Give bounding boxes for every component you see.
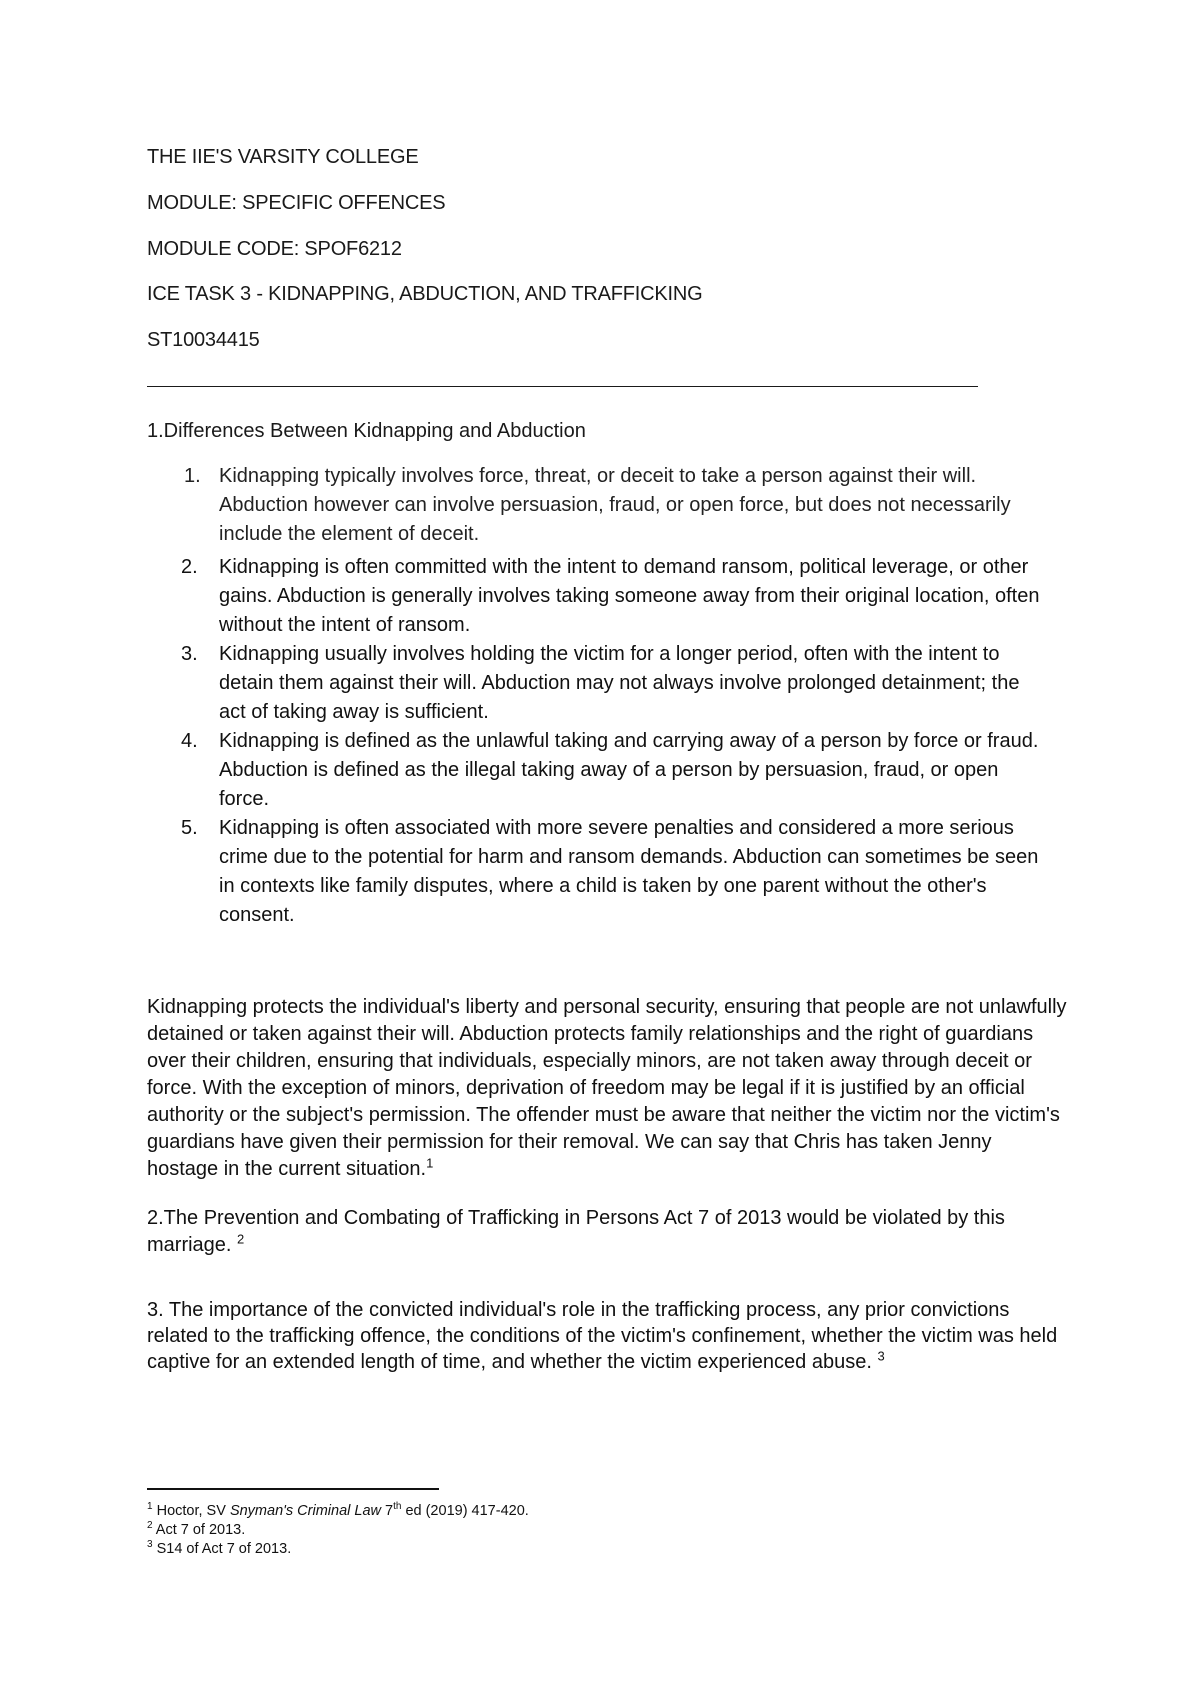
student-number: ST10034415 bbox=[147, 329, 260, 351]
section3-paragraph: 3. The importance of the convicted individual's role in the trafficking process, any prior convictions related to the trafficking offence, the conditions of the victim's confinement, whether the victim was held captive for an extended length of time, and whether the victim experienced abuse. $^3$ bbox=[147, 1299, 1058, 1373]
institution-line: THE IIE'S VARSITY COLLEGE bbox=[147, 146, 419, 168]
list-item: 1. Kidnapping typically involves force, threat, or deceit to take a person against their will. Abduction however can involve persuasion, fraud, or open force, but does not necessarily include the element of deceit. bbox=[184, 465, 1011, 545]
list-item: 2. Kidnapping is often committed with the intent to demand ransom, political leverage, or other gains. Abduction is generally involves taking someone away from their original location, often without the intent of ransom. bbox=[181, 556, 1040, 636]
header-divider bbox=[147, 386, 978, 387]
footnote-1: $^1$ Hoctor, SV Snyman's Criminal Law 7th ed (2019) 417-420. bbox=[147, 1501, 529, 1519]
section2-paragraph: 2.The Prevention and Combating of Trafficking in Persons Act 7 of 2013 would be violated by this marriage. $^2$ bbox=[147, 1207, 1005, 1256]
module-line: MODULE: SPECIFIC OFFENCES bbox=[147, 192, 446, 214]
footnote-2: $^2$ Act 7 of 2013. bbox=[147, 1520, 246, 1538]
footnote-3: $^3$ S14 of Act 7 of 2013. bbox=[147, 1539, 292, 1557]
list-item: 3. Kidnapping usually involves holding the victim for a longer period, often with the intent to detain them against their will. Abduction may not always involve prolonged detainment; the act of taking away is sufficient. bbox=[181, 643, 1020, 723]
module-code-line: MODULE CODE: SPOF6212 bbox=[147, 238, 402, 260]
section1-paragraph: Kidnapping protects the individual's liberty and personal security, ensuring that people are not unlawfully detained or taken against their will. Abduction protects family relationships and the right of guardians over their children, ensuring that individuals, especially minors, are not taken away through deceit or force. With the exception of minors, deprivation of freedom may be legal if it is justified by an official authority or the subject's permission. The offender must be aware that neither the victim nor the victim's guardians have given their permission for their removal. We can say that Chris has taken Jenny hostage in the current situation.$^1$ bbox=[147, 996, 1067, 1180]
list-item: 5. Kidnapping is often associated with more severe penalties and considered a more serious crime due to the potential for harm and ransom demands. Abduction can sometimes be seen in contexts like family disputes, where a child is taken by one parent without the other's consent. bbox=[181, 817, 1039, 926]
footnote-ref-1: 1 bbox=[426, 1155, 434, 1171]
footnote-ref-2: 2 bbox=[237, 1231, 245, 1247]
footnote-separator bbox=[147, 1488, 439, 1490]
task-title: ICE TASK 3 - KIDNAPPING, ABDUCTION, AND TRAFFICKING bbox=[147, 283, 703, 305]
section1-heading: 1.Differences Between Kidnapping and Abduction bbox=[147, 420, 586, 442]
differences-list bbox=[147, 462, 1047, 930]
list-item: 4. Kidnapping is defined as the unlawful taking and carrying away of a person by force or fraud. Abduction is defined as the illegal taking away of a person by persuasion, fraud, or open force. bbox=[181, 730, 1039, 810]
footnote-ref-3: 3 bbox=[877, 1348, 885, 1364]
